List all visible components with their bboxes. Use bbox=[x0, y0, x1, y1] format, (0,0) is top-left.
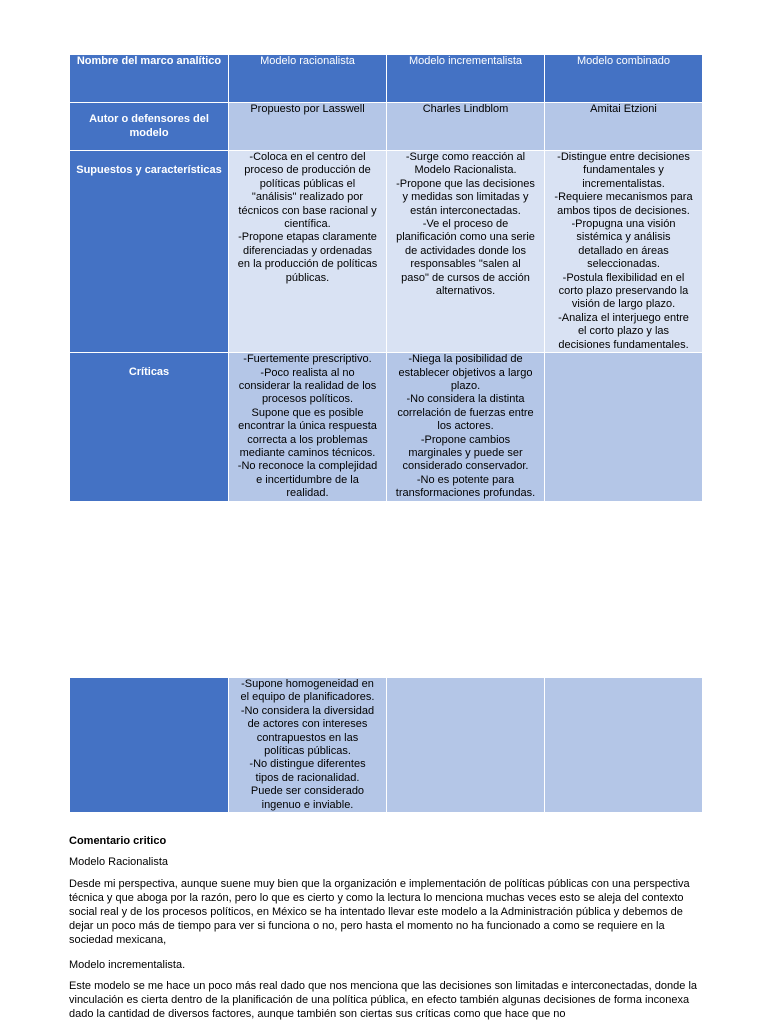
table-row-criticisms bbox=[70, 353, 703, 501]
row-label-criticisms bbox=[70, 353, 229, 501]
cell-criticisms-rational-continued: -Supone homogeneidad en el equipo de planificadores. -No considera la diversidad de actores con intereses contrapuestos en las políticas públicas. -No distingue diferentes tipos de racionalidad. Puede ser considerado ingenuo e inviable. bbox=[229, 678, 387, 813]
cell-author-combined: Amitai Etzioni bbox=[545, 103, 703, 151]
models-comparison-table bbox=[69, 54, 703, 502]
cell-assumptions-incremental: -Surge como reacción al Modelo Racionalista. -Propone que las decisiones y medidas son limitadas y están interconectadas. -Ve el proceso de planificación como una serie de actividades donde los responsables "salen al paso" de cursos de acción alternativos. bbox=[387, 151, 545, 353]
header-rational-model: Modelo racionalista bbox=[229, 55, 387, 103]
models-comparison-table-continued bbox=[69, 677, 703, 813]
row-label-assumptions-text: Supuestos y características bbox=[76, 164, 222, 176]
cell-criticisms-combined-continued bbox=[545, 678, 703, 813]
table-row-assumptions bbox=[70, 151, 703, 353]
table-row-criticisms-continued bbox=[70, 678, 703, 813]
header-incremental-model: Modelo incrementalista bbox=[387, 55, 545, 103]
cell-criticisms-incremental: -Niega la posibilidad de establecer objetivos a largo plazo. -No considera la distinta correlación de fuerzas entre los actores. -Propone cambios marginales y puede ser considerado conservador. -No es potente para transformaciones profundas. bbox=[387, 353, 545, 501]
cell-author-rational: Propuesto por Lasswell bbox=[229, 103, 387, 151]
cell-criticisms-rational: -Fuertemente prescriptivo. -Poco realista al no considerar la realidad de los procesos políticos. Supone que es posible encontrar la única respuesta correcta a los problemas mediante caminos técnicos. -No reconoce la complejidad e incertidumbre de la realidad. bbox=[229, 353, 387, 501]
paragraph-rational-model: Desde mi perspectiva, aunque suene muy bien que la organización e implementación de políticas públicas con una perspectiva técnica y que aboga por la razón, pero lo que es cierto y como la lectura lo menciona muchas veces esto se aleja del contexto social real y de los procesos políticos, en México se ha intentado llevar este modelo a la Administración pública y debemos de dejar un poco más de tiempo para ver si funciona o no, pero hasta el momento no ha funcionado a como se requiere en la sociedad mexicana, bbox=[69, 878, 690, 946]
row-label-criticisms-text: Críticas bbox=[128, 366, 170, 379]
row-label-author: Autor o defensores del modelo bbox=[70, 103, 229, 151]
header-combined-model: Modelo combinado bbox=[545, 55, 703, 103]
row-label-continued bbox=[70, 678, 229, 813]
comment-heading: Comentario critico bbox=[69, 835, 167, 847]
subheading-incremental-model: Modelo incrementalista. bbox=[69, 959, 186, 971]
paragraph-incremental-model: Este modelo se me hace un poco más real dado que nos menciona que las decisiones son limitadas e interconectadas, donde la vinculación es cierta dentro de la planificación de una política pública, en efecto también algunas decisiones de forma inconexa dado la cantidad de diversos factores, aunque también son ciertas sus críticas como que hace que no bbox=[69, 980, 697, 1020]
header-framework-name: Nombre del marco analítico bbox=[70, 55, 229, 103]
subheading-rational-model: Modelo Racionalista bbox=[69, 856, 169, 868]
table-row-author bbox=[70, 103, 703, 151]
cell-assumptions-rational: -Coloca en el centro del proceso de producción de políticas públicas el "análisis" realizado por técnicos con base racional y científica. -Propone etapas claramente diferenciadas y ordenadas en la producción de políticas públicas. bbox=[229, 151, 387, 353]
cell-criticisms-combined bbox=[545, 353, 703, 501]
cell-criticisms-incremental-continued bbox=[387, 678, 545, 813]
cell-assumptions-combined: -Distingue entre decisiones fundamentales y incrementalistas. -Requiere mecanismos para ambos tipos de decisiones. -Propugna una visión sistémica y análisis detallado en áreas seleccionadas. -Postula flexibilidad en el corto plazo preservando la visión de largo plazo. -Analiza el interjuego entre el corto plazo y las decisiones fundamentales. bbox=[545, 151, 703, 353]
table-header-row bbox=[70, 55, 703, 103]
cell-author-incremental: Charles Lindblom bbox=[387, 103, 545, 151]
row-label-assumptions bbox=[70, 151, 229, 353]
